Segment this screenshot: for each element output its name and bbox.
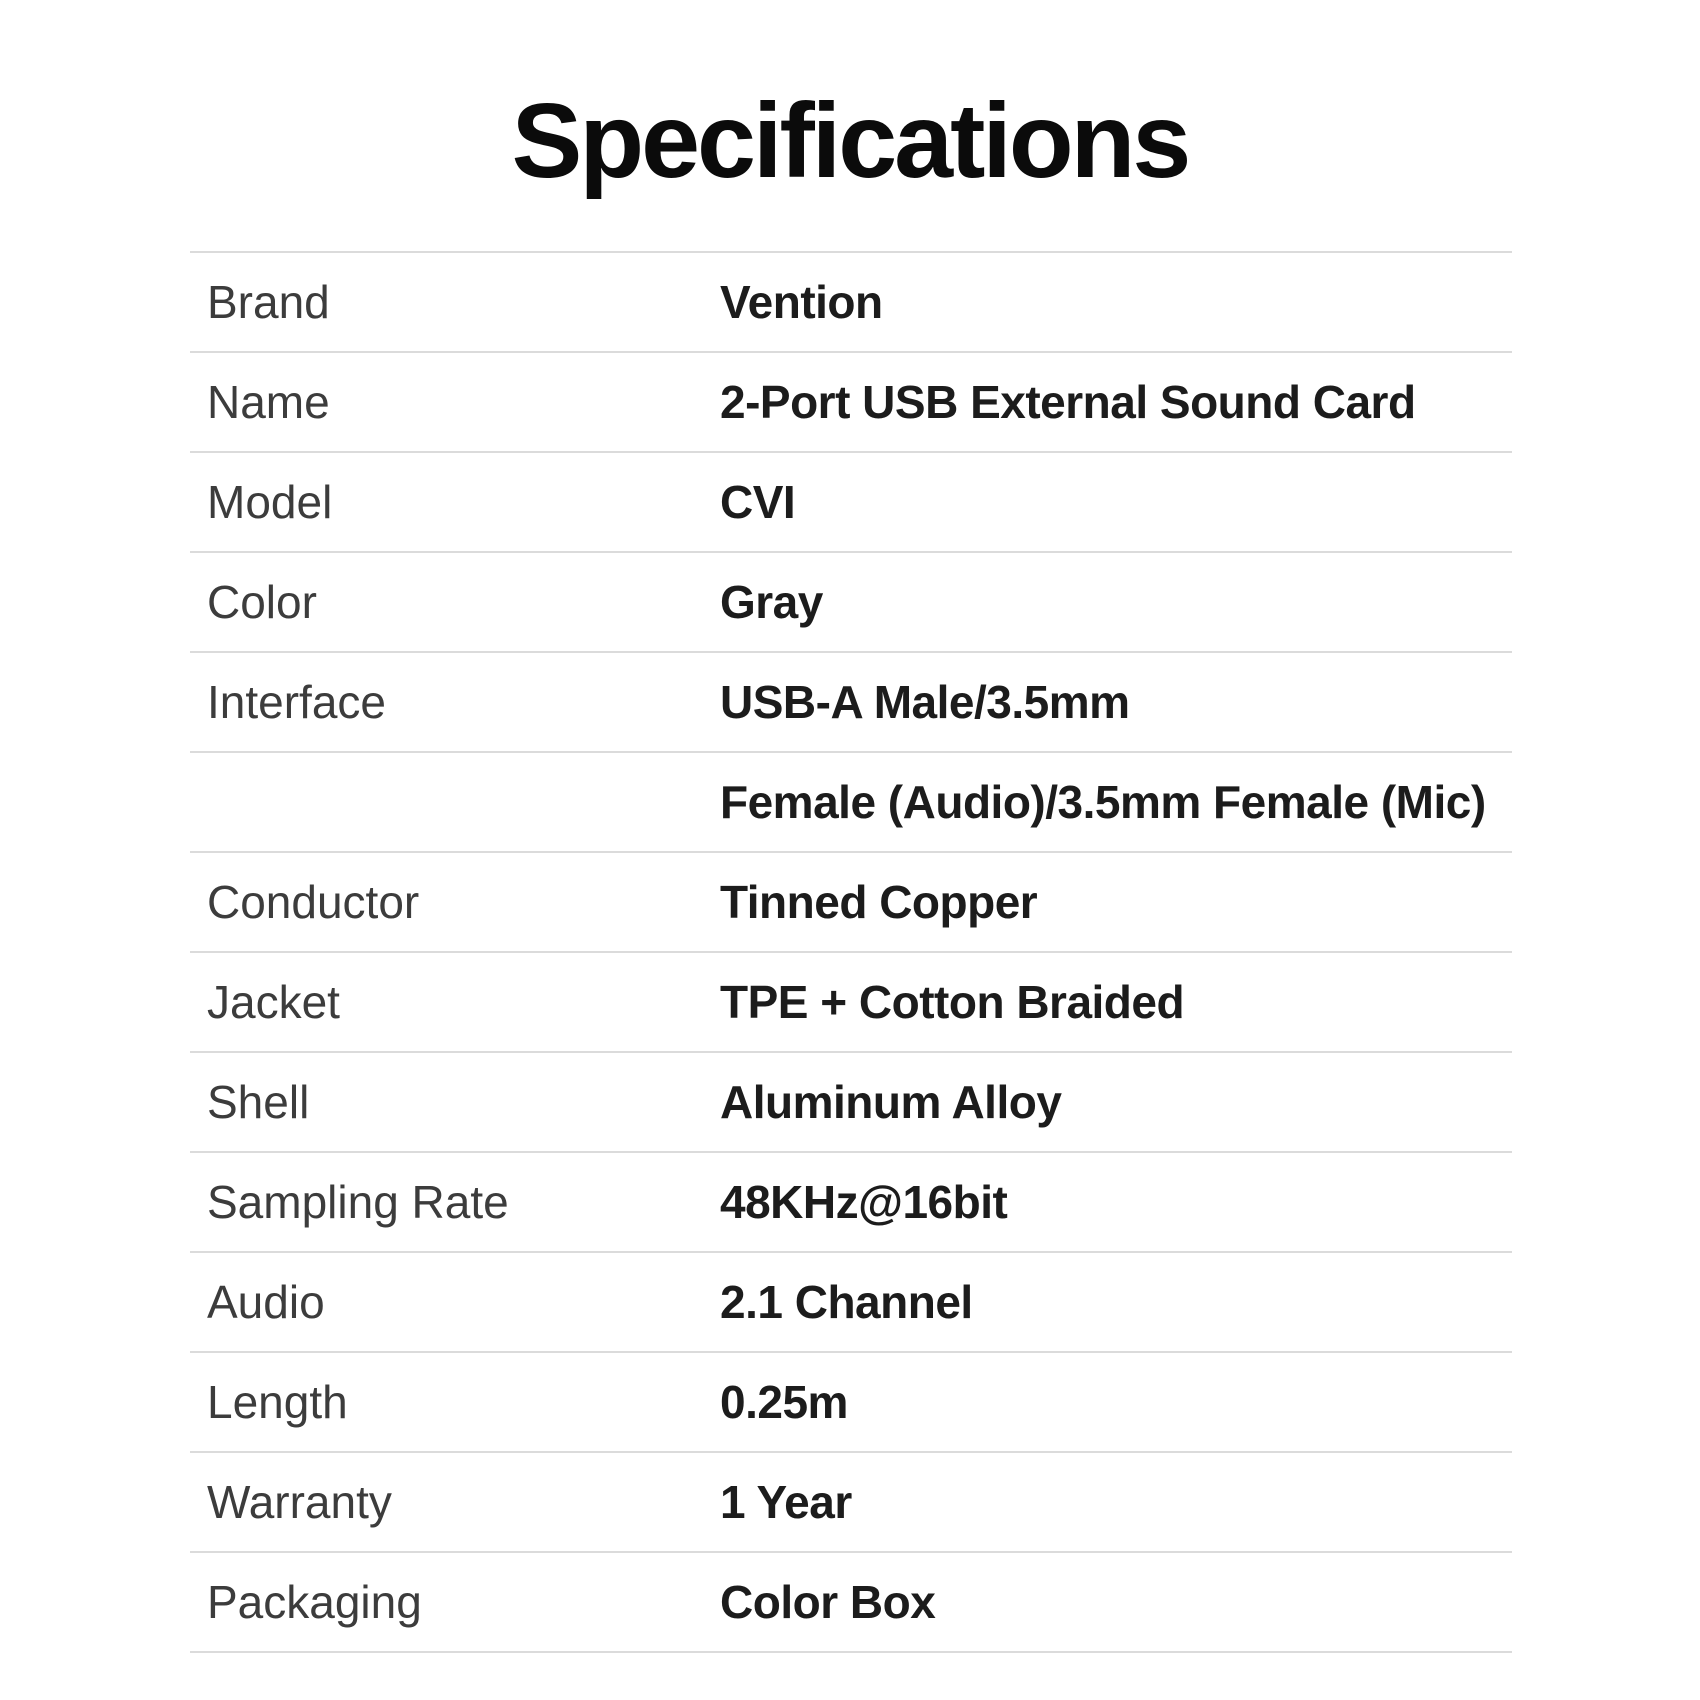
table-row [190, 1251, 1512, 1351]
spec-row-value: 1 Year [720, 1476, 852, 1528]
spec-row-value: 0.25m [720, 1376, 848, 1428]
spec-row-label: Audio [207, 1276, 325, 1328]
spec-row-label: Color [207, 576, 317, 628]
spec-row-value: Color Box [720, 1576, 936, 1628]
spec-row-value: CVI [720, 476, 796, 528]
table-row [190, 951, 1512, 1051]
table-row [190, 1351, 1512, 1451]
table-row [190, 1151, 1512, 1251]
spec-row-value: Female (Audio)/3.5mm Female (Mic) [720, 776, 1486, 828]
spec-row-value: TPE + Cotton Braided [720, 976, 1185, 1028]
spec-row-value: 48KHz@16bit [720, 1176, 1008, 1228]
table-row [190, 451, 1512, 551]
spec-row-value: Tinned Copper [720, 876, 1038, 928]
table-row [190, 851, 1512, 951]
spec-row-label: Jacket [207, 976, 340, 1028]
table-row [190, 751, 1512, 851]
spec-row-label: Shell [207, 1076, 310, 1128]
spec-row-value: Aluminum Alloy [720, 1076, 1062, 1128]
table-row [190, 1551, 1512, 1651]
page-title: Specifications [511, 82, 1189, 200]
table-row [190, 1451, 1512, 1551]
spec-row-label: Length [207, 1376, 348, 1428]
spec-row-value: 2.1 Channel [720, 1276, 973, 1328]
spec-row-label: Conductor [207, 876, 420, 928]
table-row [190, 351, 1512, 451]
table-row [190, 251, 1512, 351]
spec-row-label: Interface [207, 676, 386, 728]
spec-row-value: Gray [720, 576, 823, 628]
table-row [190, 551, 1512, 651]
spec-row-label: Sampling Rate [207, 1176, 509, 1228]
table-row [190, 1051, 1512, 1151]
spec-row-label: Brand [207, 276, 330, 328]
table-row [190, 651, 1512, 751]
spec-row-value: Vention [720, 276, 883, 328]
spec-row-value: 2-Port USB External Sound Card [720, 376, 1416, 428]
spec-row-label: Packaging [207, 1576, 422, 1628]
spec-row-label: Warranty [207, 1476, 392, 1528]
spec-row-label: Model [207, 476, 333, 528]
spec-table [190, 251, 1512, 1653]
spec-row-value: USB-A Male/3.5mm [720, 676, 1130, 728]
spec-row-label: Name [207, 376, 330, 428]
